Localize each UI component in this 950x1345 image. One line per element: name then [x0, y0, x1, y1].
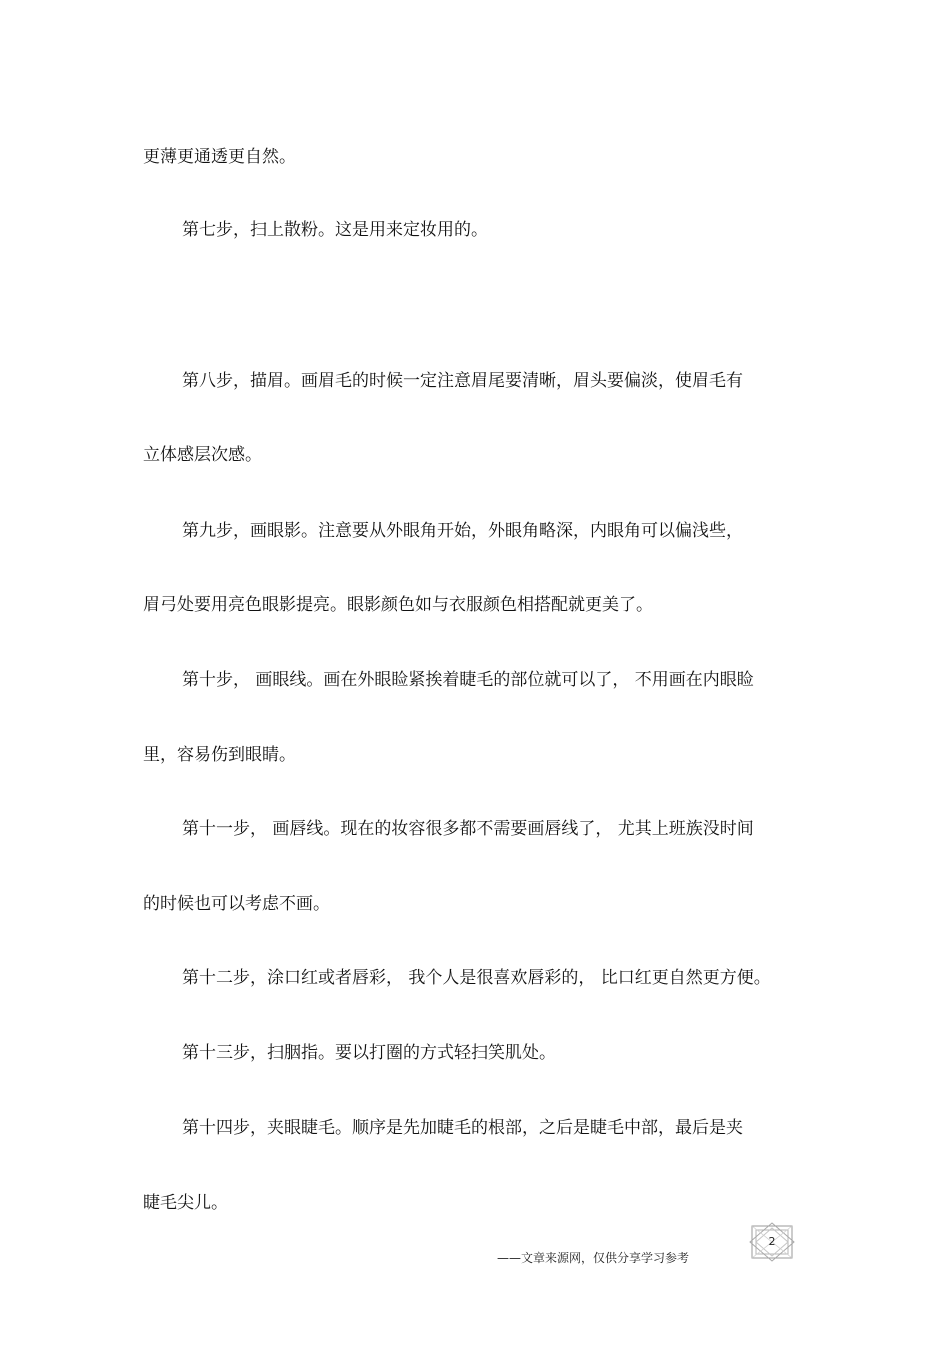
text-line-10: 的时候也可以考虑不画。	[143, 894, 330, 914]
text-line-5: 第九步，画眼影。注意要从外眼角开始，外眼角略深，内眼角可以偏浅些，	[182, 521, 743, 541]
page-number-badge	[748, 1222, 796, 1262]
text-line-14: 睫毛尖儿。	[143, 1193, 228, 1213]
text-line-13: 第十四步，夹眼睫毛。顺序是先加睫毛的根部，之后是睫毛中部，最后是夹	[182, 1118, 743, 1138]
text-line-4: 立体感层次感。	[143, 445, 262, 465]
text-line-3: 第八步，描眉。画眉毛的时候一定注意眉尾要清晰，眉头要偏淡，使眉毛有	[182, 371, 743, 391]
text-line-6: 眉弓处要用亮色眼影提亮。眼影颜色如与衣服颜色相搭配就更美了。	[143, 595, 653, 615]
text-line-2: 第七步，扫上散粉。这是用来定妆用的。	[182, 220, 488, 240]
text-line-12: 第十三步，扫胭指。要以打圈的方式轻扫笑肌处。	[182, 1043, 556, 1063]
page-number: 2	[768, 1235, 776, 1248]
text-line-1: 更薄更通透更自然。	[143, 147, 296, 167]
text-line-7: 第十步， 画眼线。画在外眼睑紧挨着睫毛的部位就可以了， 不用画在内眼睑	[182, 670, 754, 690]
text-line-9: 第十一步， 画唇线。现在的妆容很多都不需要画唇线了， 尤其上班族没时间	[182, 819, 754, 839]
footer-source-note: ——文章来源网，仅供分享学习参考	[497, 1251, 690, 1265]
text-line-11: 第十二步，涂口红或者唇彩， 我个人是很喜欢唇彩的， 比口红更自然更方便。	[182, 968, 771, 988]
text-line-8: 里，容易伤到眼睛。	[143, 745, 296, 765]
